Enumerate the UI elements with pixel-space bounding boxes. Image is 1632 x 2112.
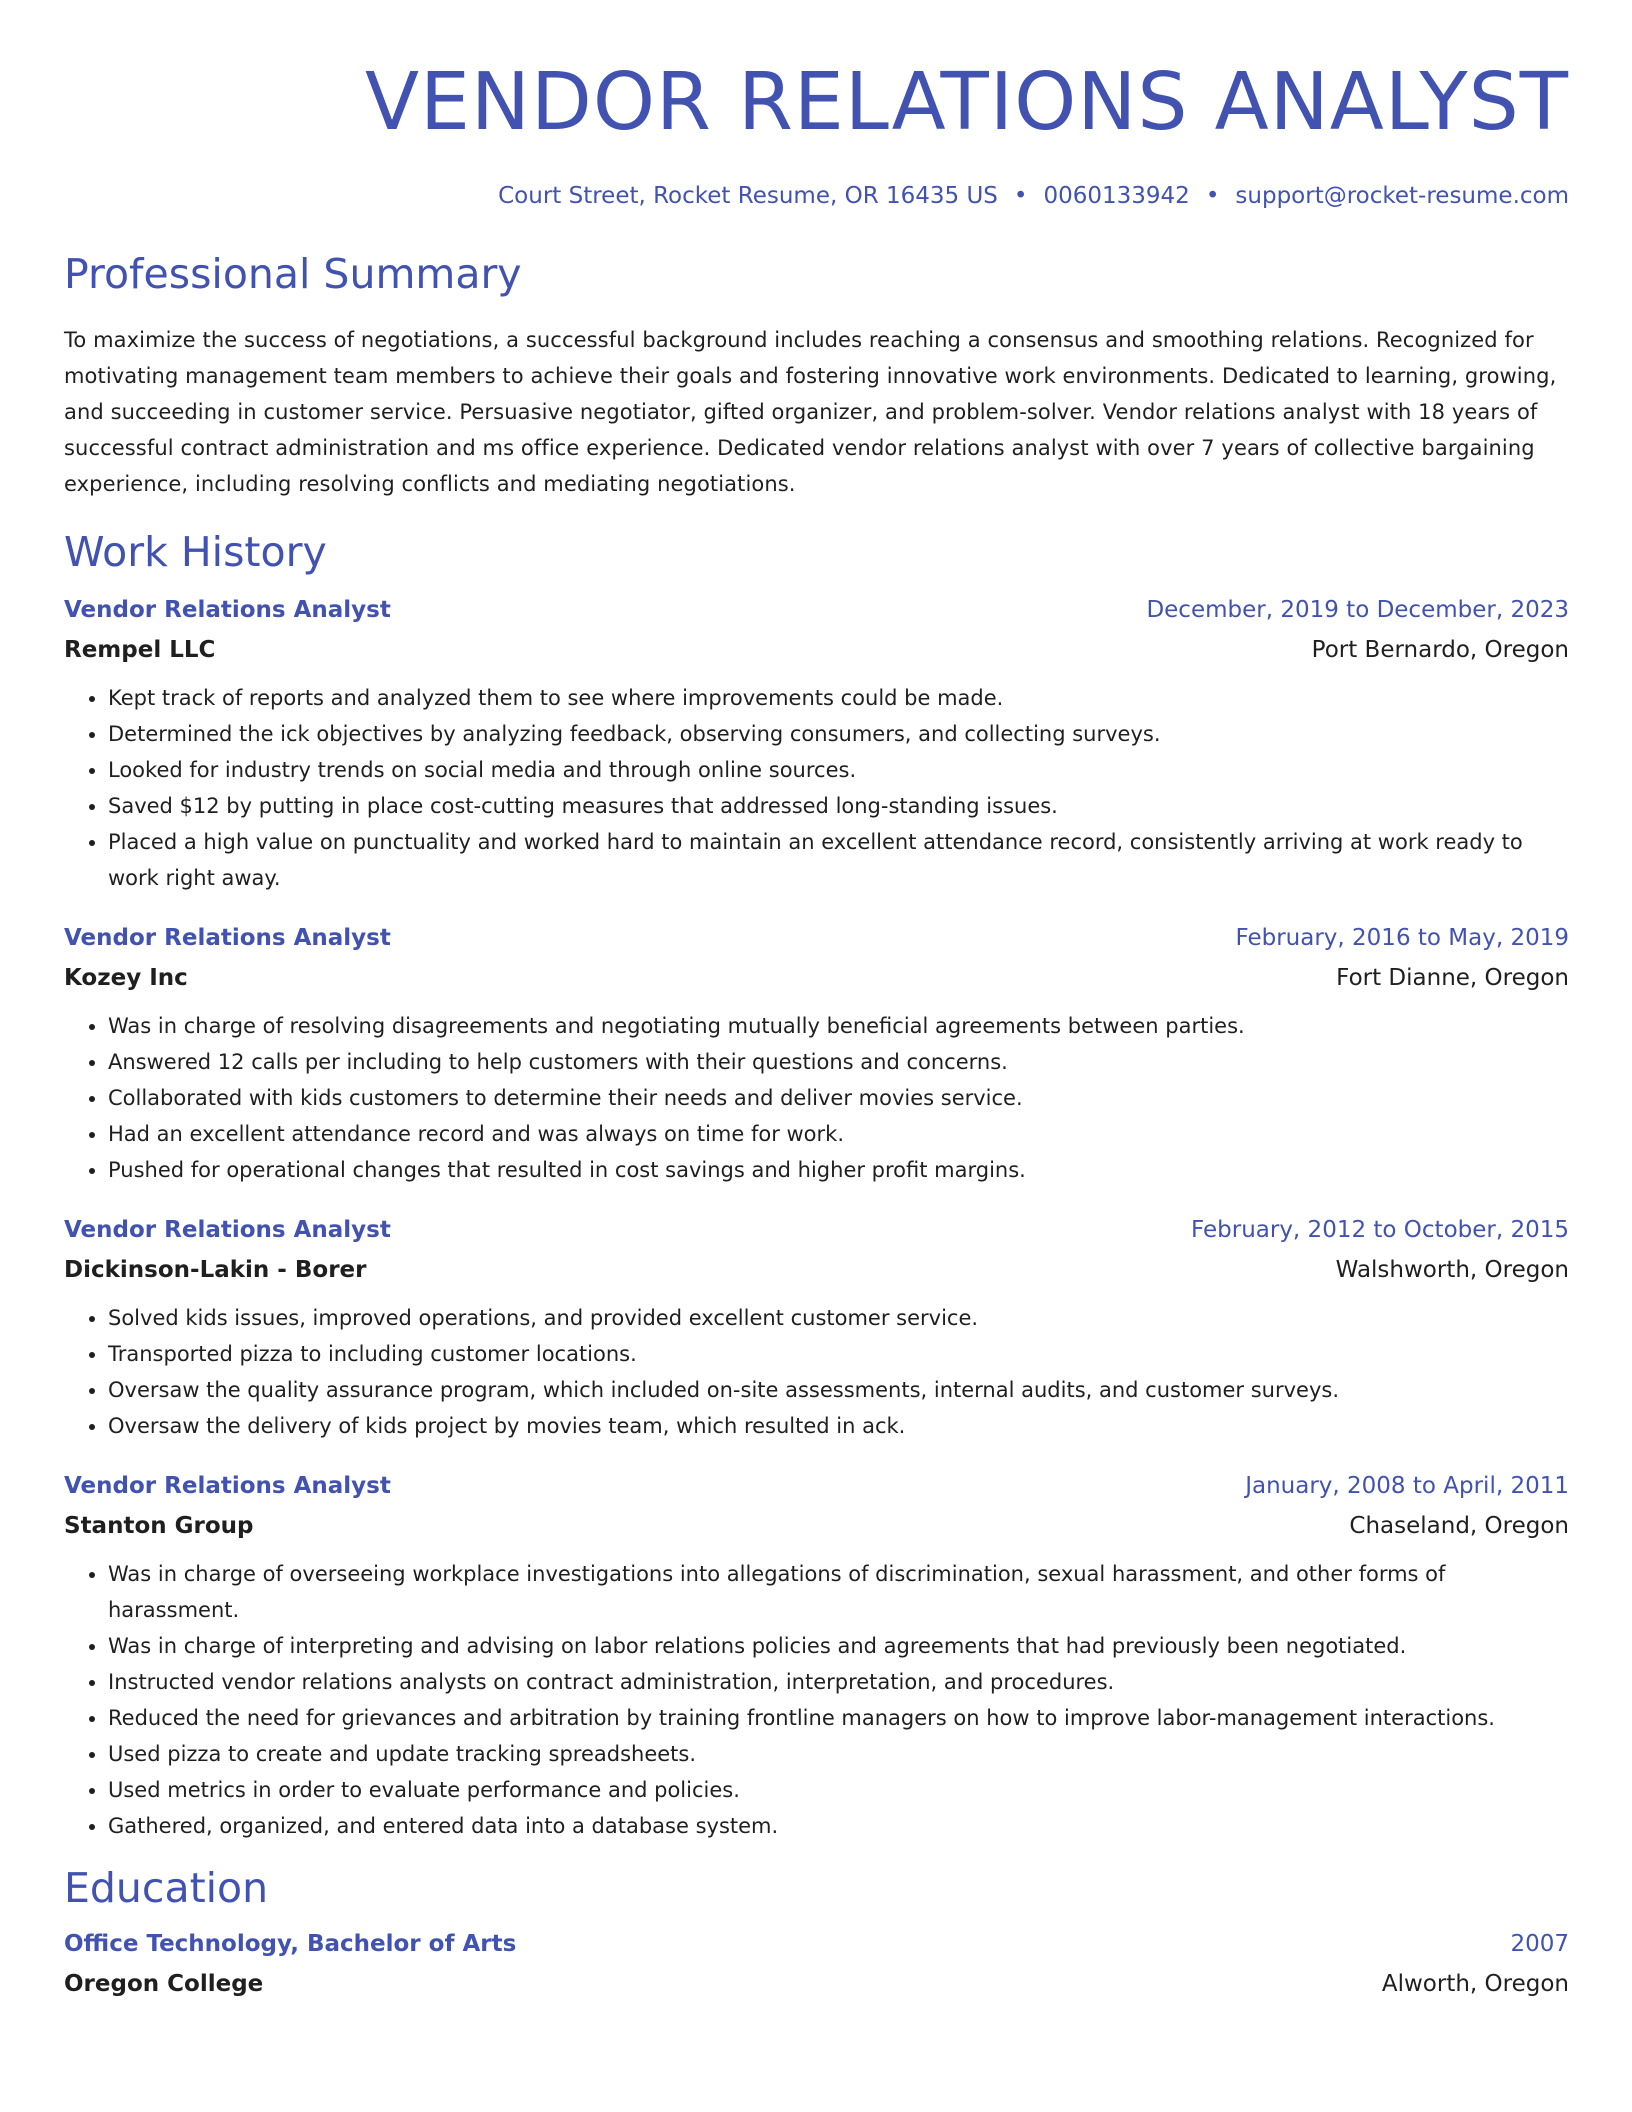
job-entry [64, 1466, 1569, 1844]
summary-text: To maximize the success of negotiations, a successful background includes reaching a consensus and smoothing relations. Recognized for motivating management team members to achieve their goals and fostering innovative work environments. Dedicated to learning, growing, and succeeding in customer service. Persuasive negotiator, gifted organizer, and problem-solver. Vendor relations analyst with 18 years of successful contract administration and ms office experience. Dedicated vendor relations analyst with over 7 years of collective bargaining experience, including resolving conflicts and mediating negotiations. [64, 328, 1557, 496]
job-company: Stanton Group [64, 1513, 254, 1539]
education-degree: Office Technology, Bachelor of Arts [64, 1931, 517, 1957]
job-entry [64, 918, 1569, 1188]
job-role: Vendor Relations Analyst [64, 1217, 391, 1243]
job-bullet: • Used pizza to create and update tracking spreadsheets. [108, 1736, 1569, 1772]
job-company: Dickinson-Lakin - Borer [64, 1257, 367, 1283]
job-location: Walshworth, Oregon [1335, 1257, 1569, 1283]
job-bullet-list [64, 1300, 1569, 1444]
contact-email[interactable]: support@rocket-resume.com [1235, 183, 1569, 209]
job-bullet: • Had an excellent attendance record and was always on time for work. [108, 1116, 1569, 1152]
job-company: Kozey Inc [64, 965, 188, 991]
education-list [64, 1924, 1569, 2004]
job-title-row [64, 918, 1569, 958]
education-location: Alworth, Oregon [1381, 1971, 1569, 1997]
job-bullet: • Collaborated with kids customers to determine their needs and deliver movies service. [108, 1080, 1569, 1116]
education-degree-row [64, 1924, 1569, 1964]
job-bullet: • Kept track of reports and analyzed them to see where improvements could be made. [108, 680, 1569, 716]
job-bullet: • Looked for industry trends on social media and through online sources. [108, 752, 1569, 788]
education-school: Oregon College [64, 1971, 264, 1997]
job-dates: February, 2016 to May, 2019 [1235, 925, 1569, 951]
education-heading: Education [64, 1864, 269, 1912]
job-bullet: • Pushed for operational changes that resulted in cost savings and higher profit margins. [108, 1152, 1569, 1188]
job-bullet: • Gathered, organized, and entered data into a database system. [108, 1808, 1569, 1844]
job-bullet: • Placed a high value on punctuality and worked hard to maintain an excellent attendance record, consistently arriving at work ready to work right away. [108, 824, 1569, 896]
job-dates: December, 2019 to December, 2023 [1146, 597, 1569, 623]
job-title-row [64, 590, 1569, 630]
job-company: Rempel LLC [64, 637, 216, 663]
job-bullet: • Solved kids issues, improved operations, and provided excellent customer service. [108, 1300, 1569, 1336]
contact-phone: 0060133942 [1043, 183, 1190, 209]
job-dates: February, 2012 to October, 2015 [1191, 1217, 1569, 1243]
job-role: Vendor Relations Analyst [64, 925, 391, 951]
job-bullet: • Oversaw the delivery of kids project by movies team, which resulted in ack. [108, 1408, 1569, 1444]
job-location: Chaseland, Oregon [1349, 1513, 1569, 1539]
job-title-row [64, 1210, 1569, 1250]
job-entry [64, 590, 1569, 896]
job-bullet-list [64, 680, 1569, 896]
job-entry [64, 1210, 1569, 1444]
contact-separator: • [1013, 183, 1028, 209]
job-bullet: • Was in charge of interpreting and advising on labor relations policies and agreements that had previously been negotiated. [108, 1628, 1569, 1664]
job-bullet-list [64, 1556, 1569, 1844]
job-bullet: • Transported pizza to including customer locations. [108, 1336, 1569, 1372]
job-company-row [64, 1250, 1569, 1290]
job-company-row [64, 630, 1569, 670]
job-bullet-list [64, 1008, 1569, 1188]
summary-heading: Professional Summary [64, 250, 522, 298]
job-role: Vendor Relations Analyst [64, 597, 391, 623]
job-title-row [64, 1466, 1569, 1506]
job-bullet: • Was in charge of resolving disagreements and negotiating mutually beneficial agreements between parties. [108, 1008, 1569, 1044]
job-company-row [64, 958, 1569, 998]
job-bullet: • Saved $12 by putting in place cost-cutting measures that addressed long-standing issues. [108, 788, 1569, 824]
contact-address: Court Street, Rocket Resume, OR 16435 US [498, 183, 998, 209]
job-bullet: • Reduced the need for grievances and arbitration by training frontline managers on how to improve labor-management interactions. [108, 1700, 1569, 1736]
job-bullet: • Was in charge of overseeing workplace investigations into allegations of discrimination, sexual harassment, and other forms of harassment. [108, 1556, 1569, 1628]
job-bullet: • Determined the ick objectives by analyzing feedback, observing consumers, and collecting surveys. [108, 716, 1569, 752]
resume-page [64, 50, 1569, 2004]
resume-header [64, 50, 1569, 212]
job-location: Fort Dianne, Oregon [1336, 965, 1569, 991]
job-role: Vendor Relations Analyst [64, 1473, 391, 1499]
education-year: 2007 [1510, 1931, 1569, 1957]
work-history-list [64, 590, 1569, 1844]
candidate-name: VENDOR RELATIONS ANALYST [364, 56, 1569, 148]
job-location: Port Bernardo, Oregon [1311, 637, 1569, 663]
job-bullet: • Answered 12 calls per including to help customers with their questions and concerns. [108, 1044, 1569, 1080]
education-entry [64, 1924, 1569, 2004]
job-bullet: • Oversaw the quality assurance program, which included on-site assessments, internal audits, and customer surveys. [108, 1372, 1569, 1408]
job-company-row [64, 1506, 1569, 1546]
job-bullet: • Used metrics in order to evaluate performance and policies. [108, 1772, 1569, 1808]
contact-line [64, 180, 1569, 212]
education-school-row [64, 1964, 1569, 2004]
work-history-heading: Work History [64, 528, 327, 576]
contact-separator: • [1205, 183, 1220, 209]
job-bullet: • Instructed vendor relations analysts on contract administration, interpretation, and procedures. [108, 1664, 1569, 1700]
job-dates: January, 2008 to April, 2011 [1245, 1473, 1569, 1499]
